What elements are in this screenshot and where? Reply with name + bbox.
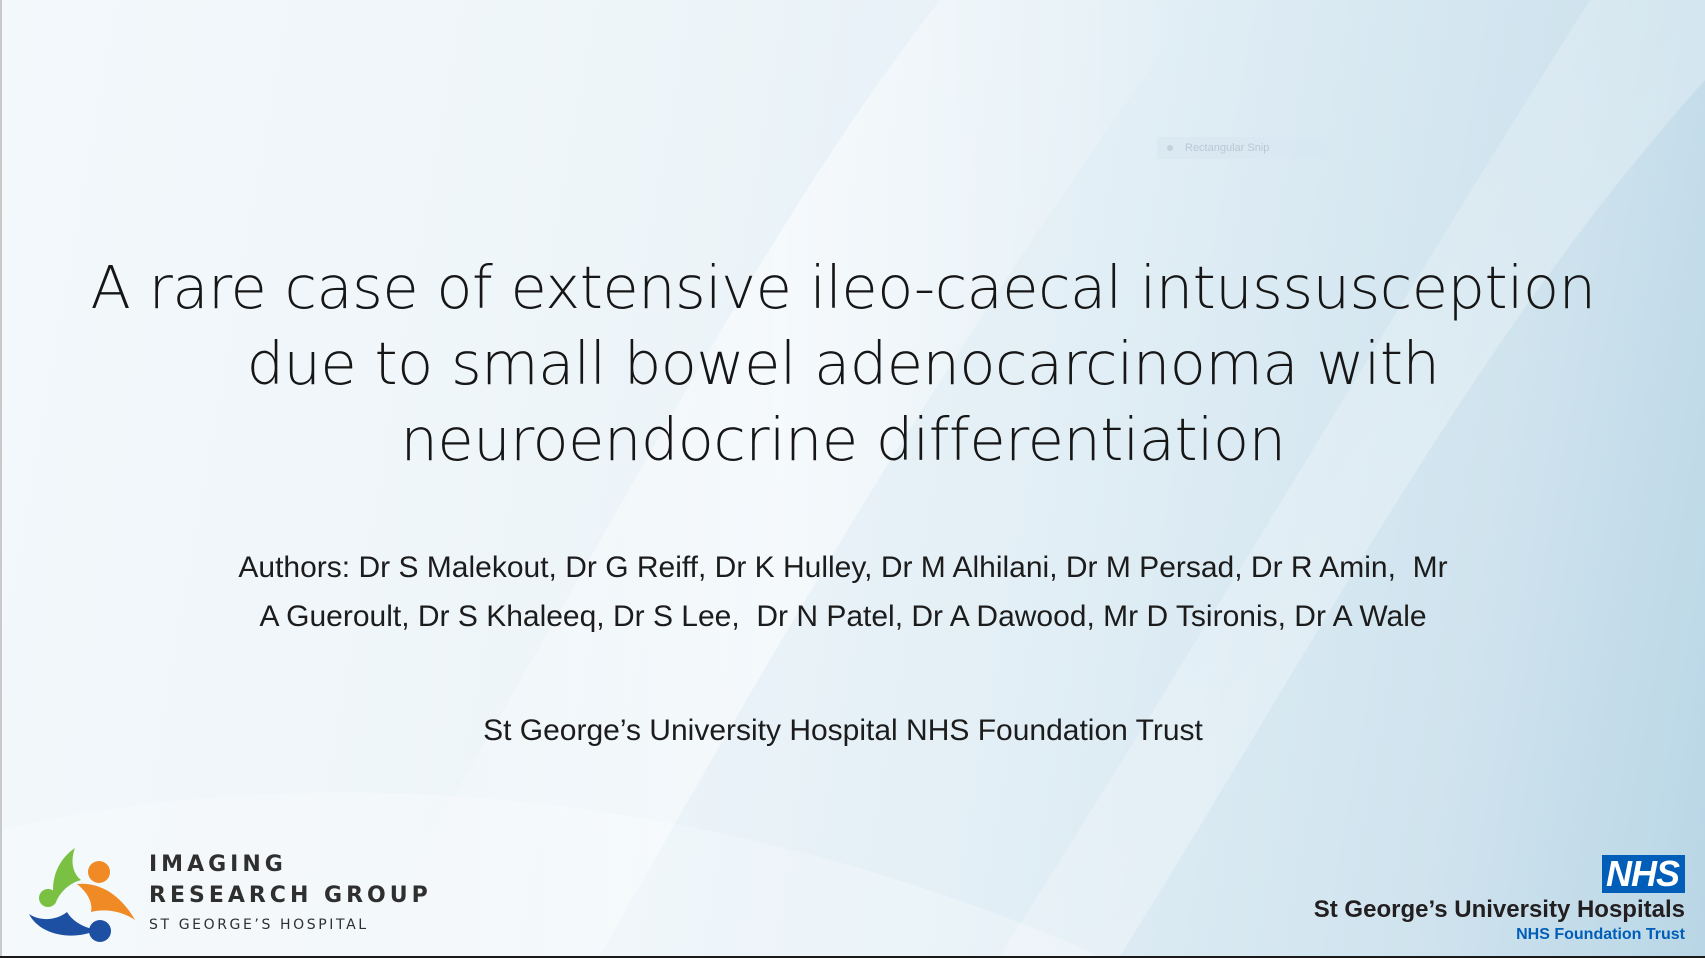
snip-ghost-label: Rectangular Snip <box>1185 142 1270 154</box>
irg-line-research-group: RESEARCH GROUP <box>149 883 432 908</box>
nhs-badge: NHS <box>1602 855 1685 893</box>
title-line-1: A rare case of extensive ileo-caecal intussusception <box>90 253 1596 322</box>
snip-icon <box>1167 145 1173 151</box>
irg-line-imaging: IMAGING <box>149 852 287 877</box>
slide-title <box>60 250 1626 478</box>
institution-name: St George’s University Hospital NHS Foundation Trust <box>483 714 1203 747</box>
nhs-trust-name: St George’s University Hospitals <box>1313 896 1685 923</box>
slide-left-border <box>0 0 2 956</box>
title-line-3: neuroendocrine differentiation <box>400 405 1286 474</box>
authors-block <box>120 543 1566 641</box>
rectangular-snip-ghost <box>1157 137 1329 159</box>
nhs-foundation-trust: NHS Foundation Trust <box>1516 926 1685 943</box>
irg-line-hospital: ST GEORGE’S HOSPITAL <box>149 917 369 933</box>
nhs-trust-logo <box>1314 855 1685 944</box>
imaging-research-group-logo-icon <box>27 842 137 944</box>
title-line-2: due to small bowel adenocarcinoma with <box>246 329 1440 398</box>
authors-line-1: Authors: Dr S Malekout, Dr G Reiff, Dr K Hulley, Dr M Alhilani, Dr M Persad, Dr R Amin, Mr <box>238 551 1448 584</box>
imaging-research-group-wordmark <box>149 849 432 937</box>
authors-line-2: A Gueroult, Dr S Khaleeq, Dr S Lee, Dr N Patel, Dr A Dawood, Mr D Tsironis, Dr A Wale <box>259 600 1427 633</box>
